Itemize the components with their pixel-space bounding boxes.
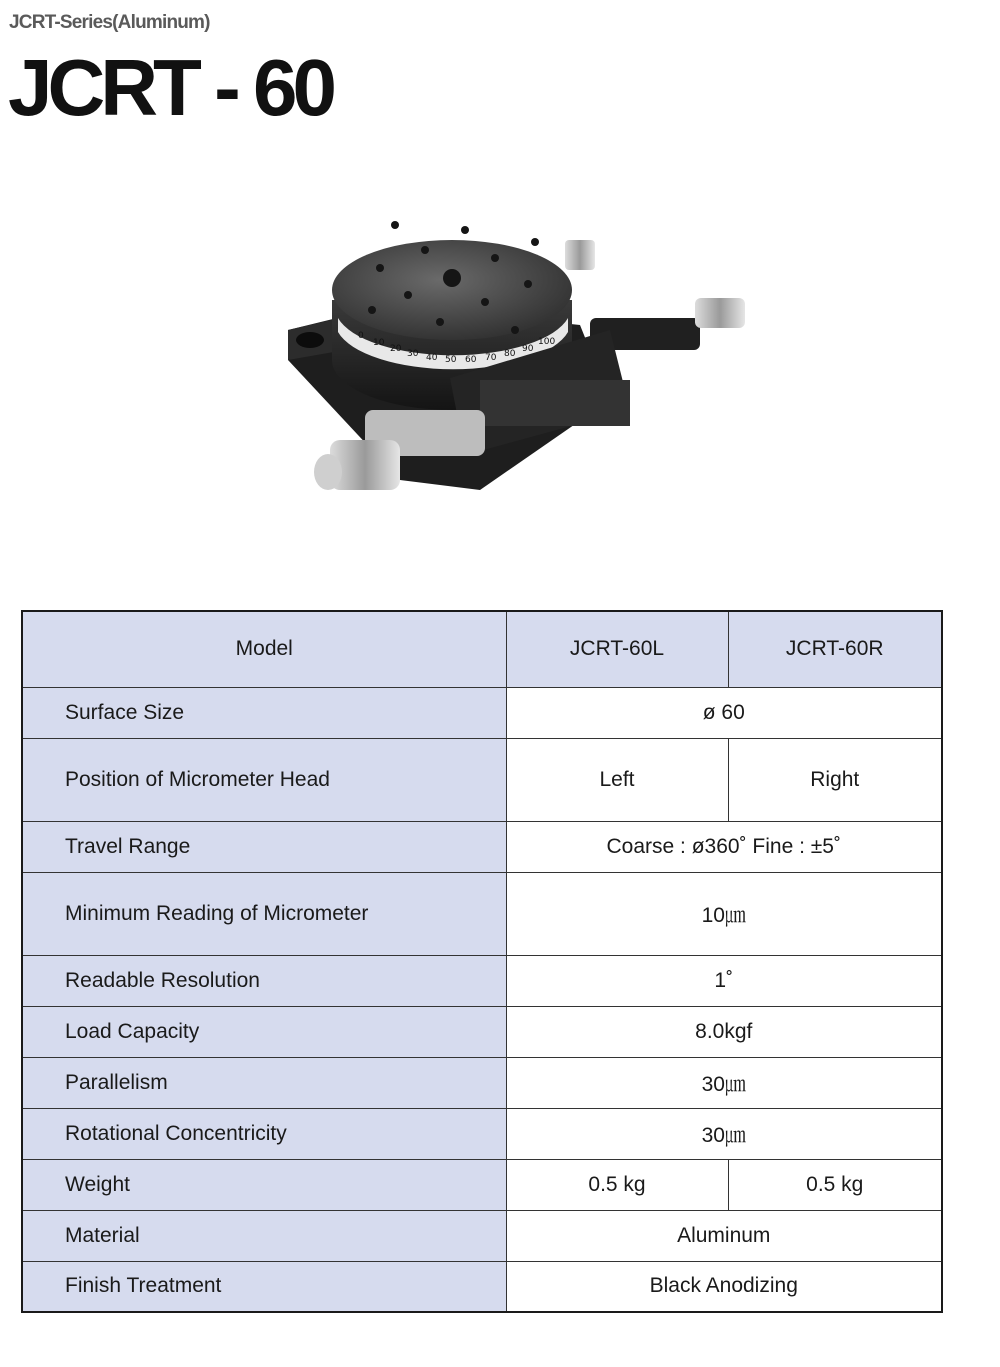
table-header-row [22,611,942,687]
row-value: Black Anodizing [506,1261,942,1312]
table-row [22,1108,942,1159]
row-value: 10㎛ [506,872,942,955]
product-photo [280,200,760,510]
row-value: ø 60 [506,687,942,738]
row-value: 1˚ [506,955,942,1006]
scale-label: 60 [465,355,477,365]
row-label: Material [22,1210,506,1261]
row-value-right: Right [728,738,942,821]
row-label: Finish Treatment [22,1261,506,1312]
table-row [22,1057,942,1108]
row-label: Surface Size [22,687,506,738]
table-row [22,687,942,738]
table-row [22,738,942,821]
scale-label: 10 [373,338,385,348]
header-jcrt-60l: JCRT-60L [506,611,728,687]
row-label: Travel Range [22,821,506,872]
table-row [22,821,942,872]
table-row [22,1261,942,1312]
scale-label: 0 [358,331,364,341]
row-value: Coarse : ø360˚ Fine : ±5˚ [506,821,942,872]
row-value: Aluminum [506,1210,942,1261]
header-jcrt-60r: JCRT-60R [728,611,942,687]
row-value: 30㎛ [506,1108,942,1159]
row-label: Minimum Reading of Micrometer [22,872,506,955]
row-value: 8.0kgf [506,1006,942,1057]
table-row [22,1006,942,1057]
scale-label: 20 [390,344,402,354]
row-label: Parallelism [22,1057,506,1108]
row-label: Load Capacity [22,1006,506,1057]
row-value-left: Left [506,738,728,821]
table-row [22,955,942,1006]
scale-label: 100 [538,337,556,347]
table-row [22,1210,942,1261]
scale-label: 70 [485,353,497,363]
header-model: Model [22,611,506,687]
table-row [22,1159,942,1210]
scale-label: 50 [445,355,457,365]
row-label: Position of Micrometer Head [22,738,506,821]
table-row [22,872,942,955]
row-label: Weight [22,1159,506,1210]
row-label: Readable Resolution [22,955,506,1006]
row-value-right: 0.5 kg [728,1159,942,1210]
specs-table [21,610,943,1313]
row-value-left: 0.5 kg [506,1159,728,1210]
scale-label: 40 [426,353,438,363]
model-title: JCRT - 60 [8,43,332,132]
row-label: Rotational Concentricity [22,1108,506,1159]
scale-label: 80 [504,349,516,359]
scale-label: 90 [522,344,534,354]
scale-label: 30 [407,349,419,359]
series-title: JCRT-Series(Aluminum) [9,12,210,33]
row-value: 30㎛ [506,1057,942,1108]
